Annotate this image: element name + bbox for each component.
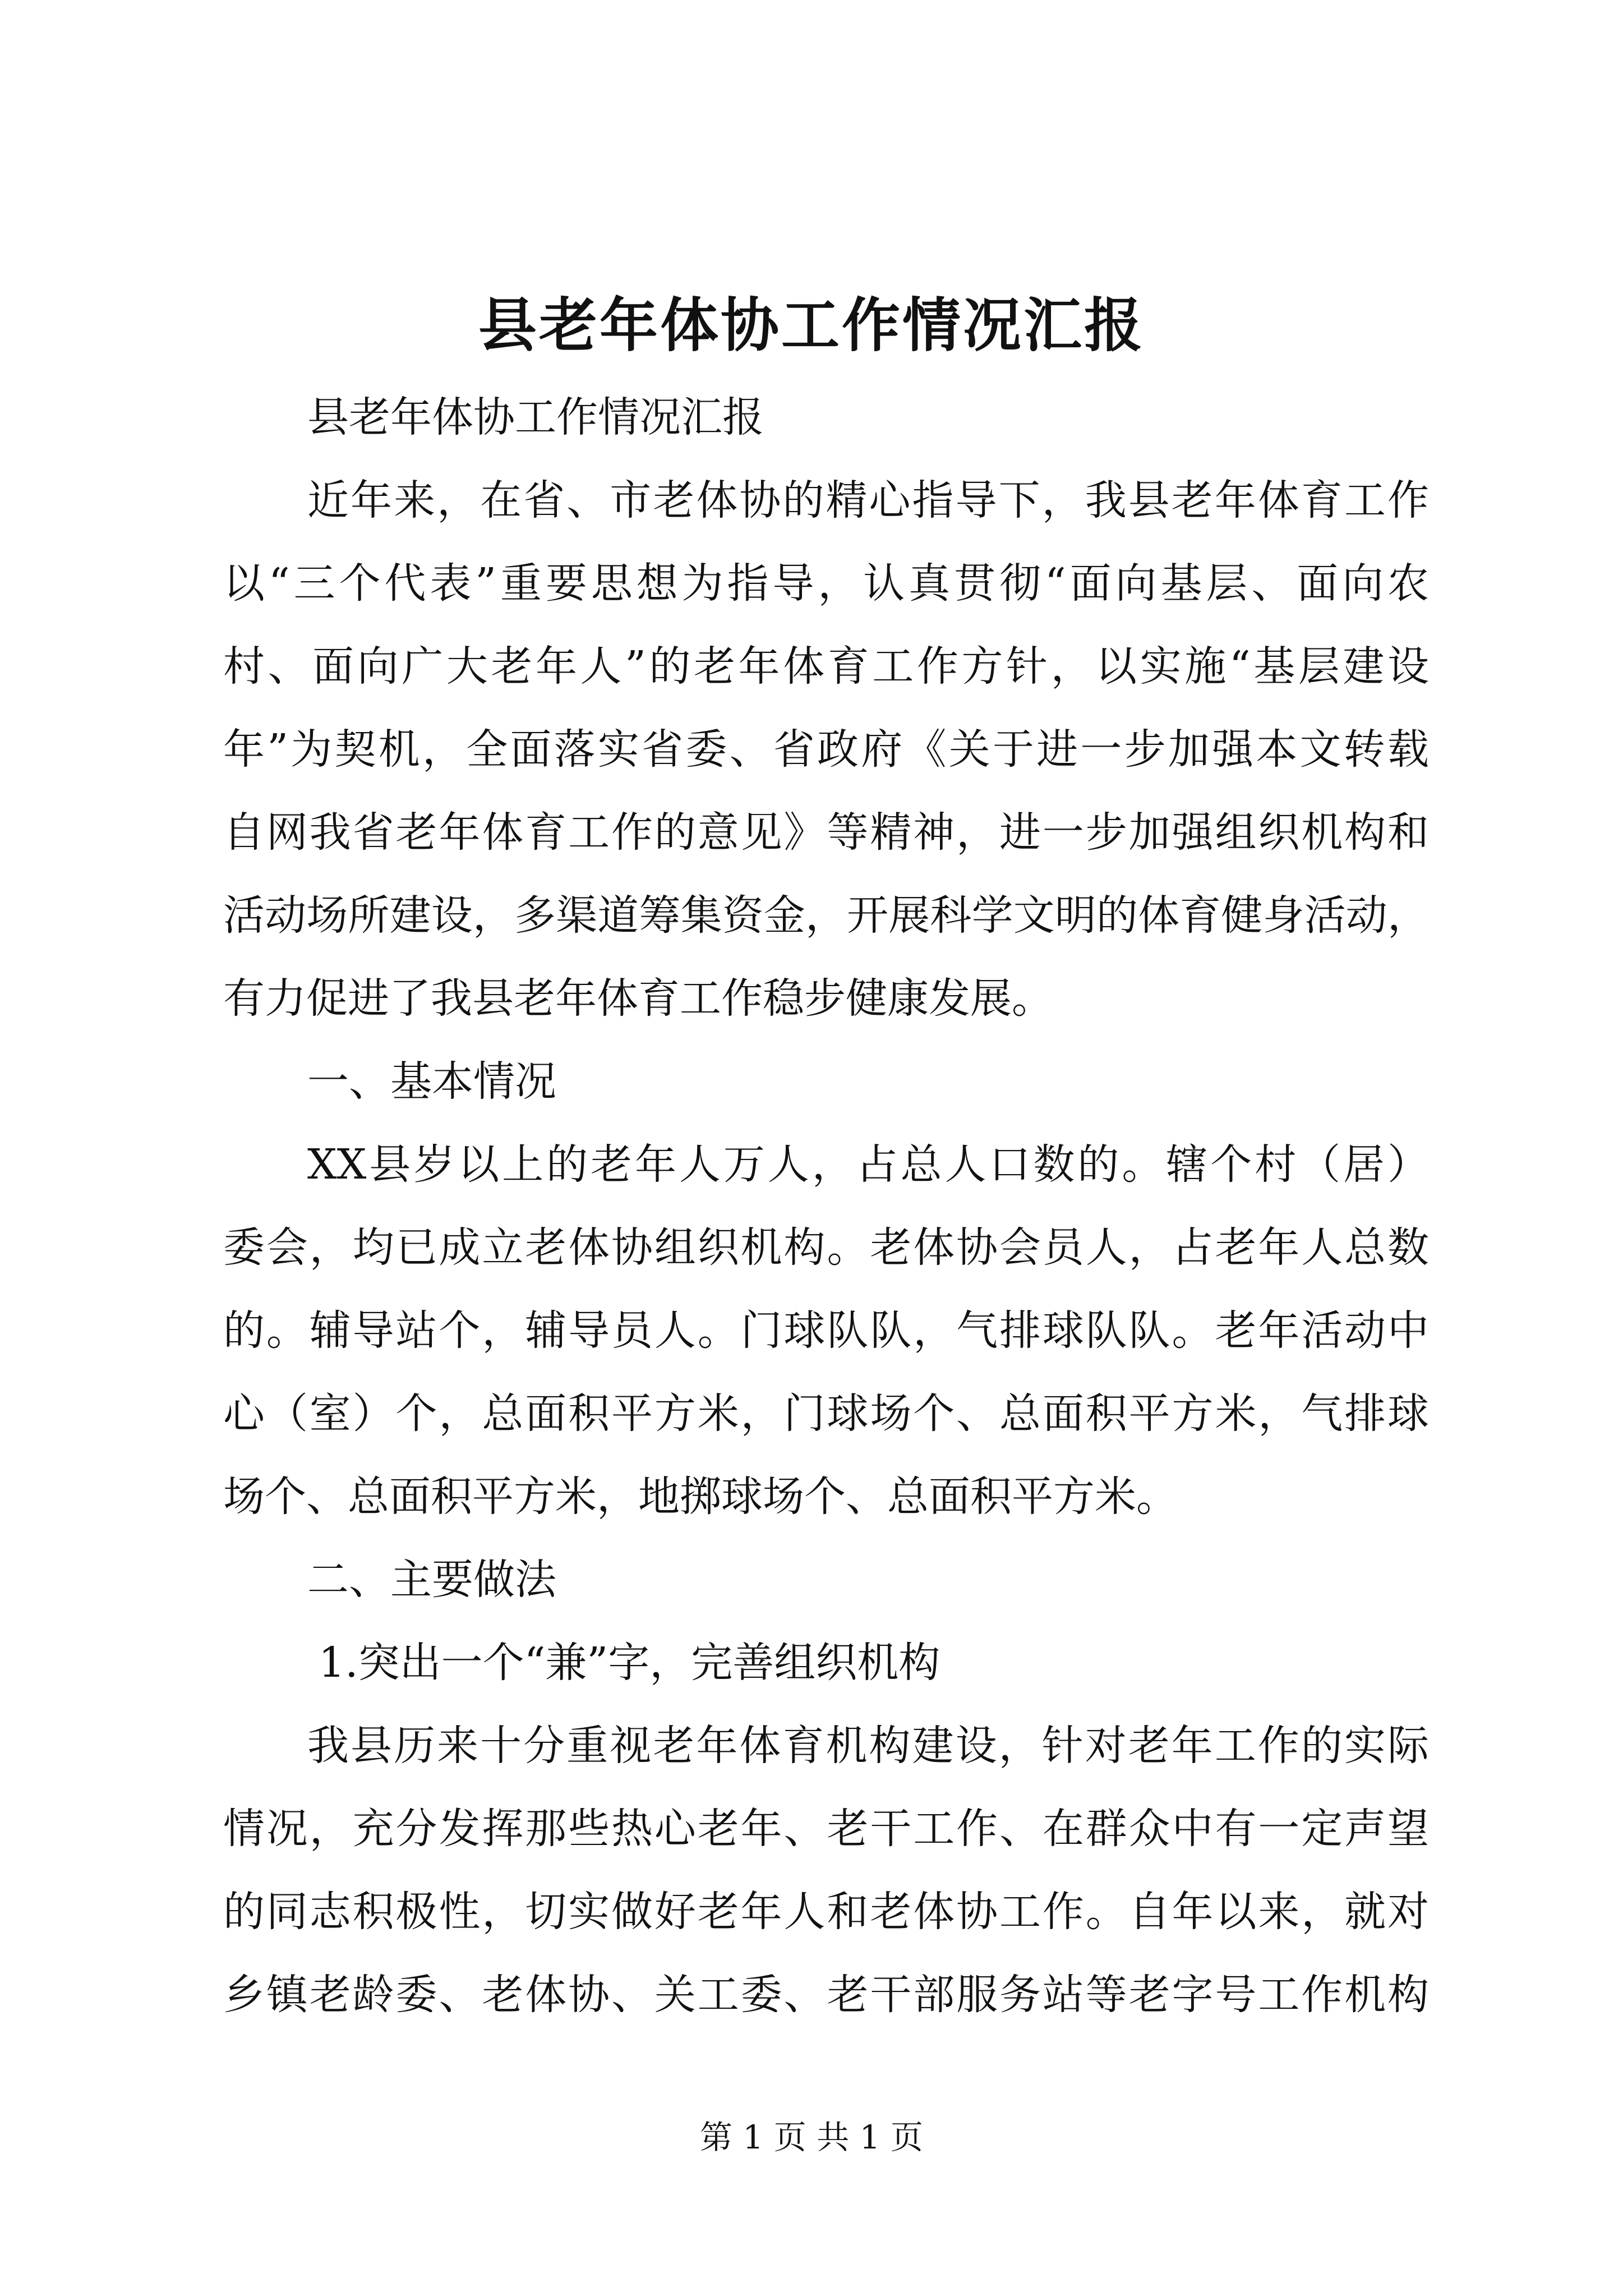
body-line: 我县历来十分重视老年体育机构建设，针对老年工作的实际 <box>307 1722 1429 1770</box>
body-line: 的同志积极性，切实做好老年人和老体协工作。自年以来，就对 <box>223 1888 1429 1936</box>
document-body <box>223 376 1429 2036</box>
body-line: 乡镇老龄委、老体协、关工委、老干部服务站等老字号工作机构 <box>223 1971 1429 2019</box>
body-line: 委会，均已成立老体协组织机构。老体协会员人，占老年人总数 <box>223 1223 1429 1272</box>
body-line: 1.突出一个“兼”字，完善组织机构 <box>319 1639 940 1687</box>
body-line: 二、主要做法 <box>307 1556 556 1604</box>
document-title: 县老年体协工作情况汇报 <box>478 291 1145 360</box>
body-line: 情况，充分发挥那些热心老年、老干工作、在群众中有一定声望 <box>223 1805 1429 1853</box>
body-line: 年”为契机，全面落实省委、省政府《关于进一步加强本文转载 <box>223 725 1429 774</box>
body-line: 县老年体协工作情况汇报 <box>307 393 764 441</box>
body-line: 村、面向广大老年人”的老年体育工作方针，以实施“基层建设 <box>223 642 1429 691</box>
body-line: 的。辅导站个，辅导员人。门球队队，气排球队队。老年活动中 <box>223 1306 1429 1355</box>
body-line: 场个、总面积平方米，地掷球场个、总面积平方米。 <box>223 1473 1178 1521</box>
body-line: 一、基本情况 <box>307 1057 556 1106</box>
body-line: 自网我省老年体育工作的意见》等精神，进一步加强组织机构和 <box>223 808 1429 857</box>
body-line: 有力促进了我县老年体育工作稳步健康发展。 <box>223 974 1053 1023</box>
page-footer: 第 1 页 共 1 页 <box>700 2118 923 2156</box>
body-line: XX县岁以上的老年人万人，占总人口数的。辖个村（居） <box>307 1140 1429 1189</box>
body-line: 活动场所建设，多渠道筹集资金，开展科学文明的体育健身活动， <box>223 891 1429 940</box>
body-line: 以“三个代表”重要思想为指导，认真贯彻“面向基层、面向农 <box>223 559 1429 608</box>
body-line: 心（室）个，总面积平方米，门球场个、总面积平方米，气排球 <box>223 1389 1429 1438</box>
body-line: 近年来，在省、市老体协的精心指导下，我县老年体育工作 <box>307 476 1429 524</box>
